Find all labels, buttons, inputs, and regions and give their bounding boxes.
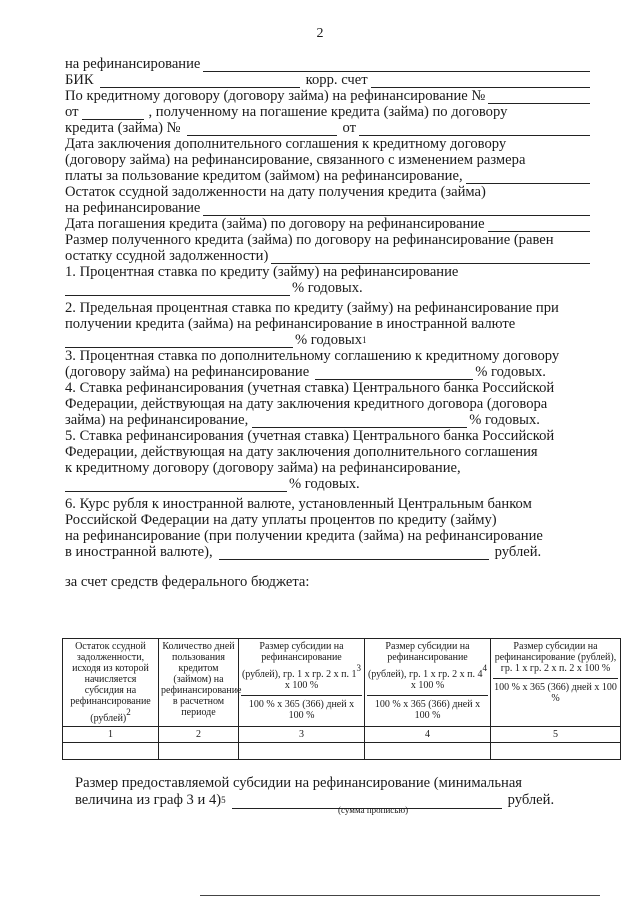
item-5: 5. Ставка рефинансирования (учетная ставка) Центрального банка Российской xyxy=(65,428,555,444)
label-received: , полученному на погашение кредита (займа) по договору xyxy=(148,104,508,120)
text-line: Федерации, действующая на дату заключения кредитного договора (договора xyxy=(65,396,548,412)
table-cell[interactable] xyxy=(159,743,239,760)
formula-denominator: 100 % х 365 (366) дней х 100 % xyxy=(241,695,362,721)
text-line: Размер полученного кредита (займа) по договору на рефинансирование (равен xyxy=(65,232,554,248)
form-line xyxy=(65,88,593,104)
form-line xyxy=(65,216,593,232)
form-line xyxy=(65,496,593,512)
final-subsidy-block xyxy=(75,775,600,809)
form-line xyxy=(65,280,593,296)
form-line xyxy=(65,380,593,396)
text-line: % годовых. xyxy=(292,280,363,296)
form-line xyxy=(75,775,600,792)
footnote-mark: 1 xyxy=(362,335,367,345)
text-line: Дата погашения кредита (займа) по договору на рефинансирование xyxy=(65,216,485,232)
label-from: от xyxy=(65,104,79,120)
form-line xyxy=(65,316,593,332)
form-line xyxy=(65,412,593,428)
col-number: 5 xyxy=(491,727,621,743)
form-line xyxy=(65,152,593,168)
repayment-date-field[interactable] xyxy=(488,219,590,232)
label-refinancing: на рефинансирование xyxy=(65,56,201,72)
col-number: 1 xyxy=(63,727,159,743)
label-corr-account: корр. счет xyxy=(305,72,368,88)
table-number-row xyxy=(63,727,621,743)
text-line: % годовых. xyxy=(289,476,360,492)
footnote-mark: 5 xyxy=(221,795,226,805)
text-line: рублей. xyxy=(507,792,555,808)
form-line xyxy=(65,544,593,560)
col-number: 2 xyxy=(159,727,239,743)
agreement-rate-field[interactable] xyxy=(315,367,473,380)
item-1: 1. Процентная ставка по кредиту (займу) на рефинансирование xyxy=(65,264,459,280)
table-row xyxy=(63,743,621,760)
form-line xyxy=(65,248,593,264)
form-line xyxy=(65,300,593,316)
text-line: займа) на рефинансирование, xyxy=(65,412,249,428)
header-subsidy-2: Размер субсидии на рефинансирование (рублей), гр. 1 х гр. 2 х п. 44 х 100 % 100 % х 365 (366) дней х 100 % xyxy=(365,639,491,727)
text-line: % годовых. xyxy=(475,364,546,380)
item-4: 4. Ставка рефинансирования (учетная ставка) Центрального банка Российской xyxy=(65,380,555,396)
text-line: Дата заключения дополнительного соглашения к кредитному договору xyxy=(65,136,507,152)
text-line: % годовых xyxy=(295,332,363,348)
rate-field[interactable] xyxy=(65,283,290,296)
text-line: Российской Федерации на дату уплаты процентов по кредиту (займу) xyxy=(65,512,497,528)
text-line: (договору займа) на рефинансирование xyxy=(65,364,310,380)
credit-amount-field[interactable] xyxy=(271,251,590,264)
agreement-date-field[interactable] xyxy=(466,171,590,184)
form-line xyxy=(65,136,593,152)
form-line xyxy=(65,200,593,216)
form-line xyxy=(65,396,593,412)
cb-rate-field[interactable] xyxy=(252,415,467,428)
form-line xyxy=(65,104,593,120)
text-line: (договору займа) на рефинансирование, связанного с изменением размера xyxy=(65,152,526,168)
header-subsidy-3: Размер субсидии на рефинансирование (рублей), гр. 1 х гр. 2 х п. 2 х 100 % 100 % х 365 (366) дней х 100 % xyxy=(491,639,621,727)
header-debt-balance: Остаток ссудной задолженности, исходя из которой начисляется субсидия на рефинансирование (рублей)2 xyxy=(63,639,159,727)
text-line: Размер предоставляемой субсидии на рефинансирование (минимальная xyxy=(75,775,523,791)
text-line: в иностранной валюте), xyxy=(65,544,213,560)
corr-account-field[interactable] xyxy=(371,75,590,88)
header-days: Количество дней пользования кредитом (займом) на рефинансирование в расчетном периоде xyxy=(159,639,239,727)
label-credit-number: кредита (займа) № xyxy=(65,120,181,136)
page-number: 2 xyxy=(316,26,324,41)
cb-rate-agreement-field[interactable] xyxy=(65,479,287,492)
text-line: Федерации, действующая на дату заключения дополнительного соглашения xyxy=(65,444,538,460)
form-line xyxy=(65,232,593,248)
form-body xyxy=(65,56,593,590)
text-line: остатку ссудной задолженности) xyxy=(65,248,269,264)
table-header-row xyxy=(63,639,621,727)
amount-caption: (сумма прописью) xyxy=(338,805,409,815)
bik-field[interactable] xyxy=(100,75,300,88)
table-cell[interactable] xyxy=(63,743,159,760)
table-cell[interactable] xyxy=(365,743,491,760)
form-line xyxy=(65,168,593,184)
form-line xyxy=(65,72,593,88)
form-line xyxy=(65,120,593,136)
subsidy-table xyxy=(62,638,621,760)
label-contract: По кредитному договору (договору займа) на рефинансирование № xyxy=(65,88,486,104)
date-field[interactable] xyxy=(82,107,144,120)
table-cell[interactable] xyxy=(491,743,621,760)
form-line xyxy=(65,348,593,364)
blank-field[interactable] xyxy=(203,59,590,72)
form-line xyxy=(65,184,593,200)
form-line xyxy=(65,574,593,590)
budget-label: за счет средств федерального бюджета: xyxy=(65,574,310,590)
col-number: 4 xyxy=(365,727,491,743)
text-line: получении кредита (займа) на рефинансирование в иностранной валюте xyxy=(65,316,516,332)
credit-date-field[interactable] xyxy=(359,123,590,136)
formula-denominator: 100 % х 365 (366) дней х 100 % xyxy=(493,678,618,704)
text-line: платы за пользование кредитом (займом) на рефинансирование, xyxy=(65,168,463,184)
form-line xyxy=(65,460,593,476)
form-line xyxy=(65,428,593,444)
text-line: рублей. xyxy=(494,544,542,560)
text-line: Остаток ссудной задолженности на дату получения кредита (займа) xyxy=(65,184,486,200)
exchange-rate-field[interactable] xyxy=(219,547,489,560)
label-from: от xyxy=(342,120,357,136)
text-line: % годовых. xyxy=(469,412,540,428)
form-line xyxy=(65,364,593,380)
form-line xyxy=(65,528,593,544)
form-line xyxy=(65,444,593,460)
text-line: к кредитному договору (договору займа) на рефинансирование, xyxy=(65,460,461,476)
text-line: на рефинансирование xyxy=(65,200,201,216)
form-line xyxy=(65,332,593,348)
debt-balance-field[interactable] xyxy=(203,203,590,216)
form-line xyxy=(65,476,593,492)
item-2: 2. Предельная процентная ставка по кредиту (займу) на рефинансирование при xyxy=(65,300,559,316)
item-3: 3. Процентная ставка по дополнительному соглашению к кредитному договору xyxy=(65,348,560,364)
text-line: на рефинансирование (при получении кредита (займа) на рефинансирование xyxy=(65,528,543,544)
credit-number-field[interactable] xyxy=(187,123,337,136)
max-rate-field[interactable] xyxy=(65,335,293,348)
col-number: 3 xyxy=(239,727,365,743)
contract-number-field[interactable] xyxy=(488,91,590,104)
table-cell[interactable] xyxy=(239,743,365,760)
header-subsidy-1: Размер субсидии на рефинансирование (рублей), гр. 1 х гр. 2 х п. 13 х 100 % 100 % х 365 (366) дней х 100 % xyxy=(239,639,365,727)
label-bik: БИК xyxy=(65,72,94,88)
formula-denominator: 100 % х 365 (366) дней х 100 % xyxy=(367,695,488,721)
form-line xyxy=(65,56,593,72)
item-6: 6. Курс рубля к иностранной валюте, установленный Центральным банком xyxy=(65,496,532,512)
text-line: величина из граф 3 и 4) xyxy=(75,792,222,808)
form-line xyxy=(65,264,593,280)
bottom-divider xyxy=(200,895,600,896)
form-line xyxy=(65,512,593,528)
